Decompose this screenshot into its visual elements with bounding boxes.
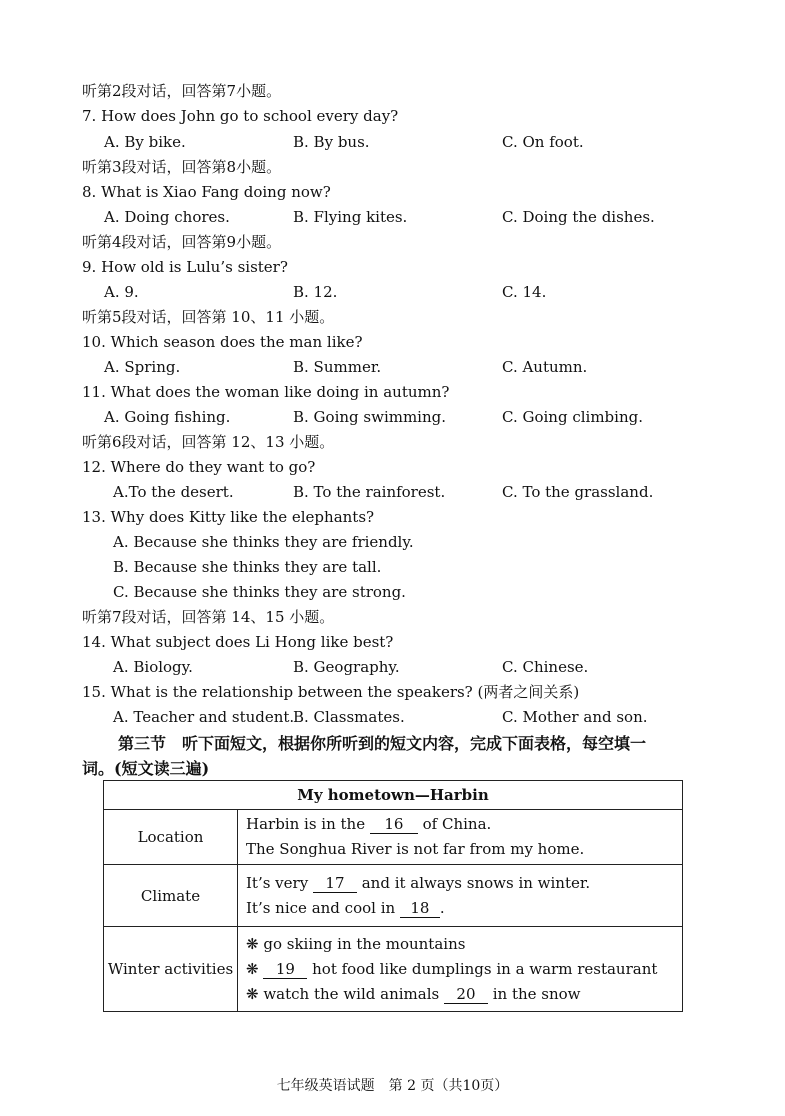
text-segment: Harbin is in the — [246, 815, 370, 833]
question-15: 15. What is the relationship between the speakers? (两者之间关系) — [82, 683, 580, 701]
dialogue-3-instruction: 听第3段对话，回答第8小题。 — [82, 158, 282, 176]
question-8: 8. What is Xiao Fang doing now? — [82, 183, 331, 201]
option-c: C. Because she thinks they are strong. — [113, 583, 406, 601]
bullet-icon: ❋ — [246, 959, 259, 978]
row-label-climate: Climate — [104, 865, 238, 927]
option-b: B. Because she thinks they are tall. — [113, 558, 382, 576]
question-14: 14. What subject does Li Hong like best? — [82, 633, 394, 651]
climate-line-1 — [246, 871, 682, 896]
question-9: 9. How old is Lulu’s sister? — [82, 258, 288, 276]
row-label-winter-activities: Winter activities — [104, 927, 238, 1012]
question-13: 13. Why does Kitty like the elephants? — [82, 508, 375, 526]
location-line-2: The Songhua River is not far from my home. — [246, 840, 585, 858]
option-c: C. Doing the dishes. — [502, 208, 655, 226]
climate-line-2 — [246, 896, 682, 921]
option-b: B. To the rainforest. — [293, 483, 446, 501]
blank-16: 16 — [370, 816, 418, 834]
option-b: B. Summer. — [293, 358, 382, 376]
dialogue-2-instruction: 听第2段对话，回答第7小题。 — [82, 82, 282, 100]
climate-content — [238, 865, 683, 927]
winter-line-3 — [246, 982, 682, 1007]
question-15-options — [113, 707, 713, 727]
option-a: A. Because she thinks they are friendly. — [113, 533, 414, 551]
option-b: B. Classmates. — [293, 708, 405, 726]
option-a: A. Going fishing. — [104, 408, 231, 426]
option-b: B. By bus. — [293, 133, 370, 151]
option-b: B. 12. — [293, 283, 338, 301]
question-10-options — [104, 357, 704, 377]
option-c: C. Chinese. — [502, 658, 589, 676]
page-footer: 七年级英语试题 第 2 页（共10页） — [276, 1078, 509, 1094]
bullet-icon: ❋ — [246, 984, 259, 1003]
option-a: A. Spring. — [104, 358, 181, 376]
option-c: C. To the grassland. — [502, 483, 654, 501]
text-segment: . — [439, 898, 445, 917]
section-3-heading-line1: 第三节 听下面短文，根据你所听到的短文内容，完成下面表格，每空填一 — [118, 734, 647, 753]
option-a: A.To the desert. — [113, 483, 234, 501]
location-line-1 — [246, 812, 682, 837]
option-a: A. 9. — [104, 283, 139, 301]
text-segment: watch the wild animals — [258, 984, 444, 1003]
option-a: A. Biology. — [113, 658, 193, 676]
option-c: C. Going climbing. — [502, 408, 643, 426]
dialogue-4-instruction: 听第4段对话，回答第9小题。 — [82, 233, 282, 251]
option-c: C. 14. — [502, 283, 547, 301]
question-14-options — [113, 657, 713, 677]
question-11-options — [104, 407, 704, 427]
text-segment: go skiing in the mountains — [258, 934, 466, 953]
location-content — [238, 810, 683, 865]
blank-20: 20 — [444, 986, 488, 1004]
winter-line-2 — [246, 957, 682, 982]
text-segment: and it always snows in winter. — [356, 873, 591, 892]
question-7: 7. How does John go to school every day? — [82, 107, 399, 125]
option-b: B. Flying kites. — [293, 208, 408, 226]
text-segment: hot food like dumplings in a warm restaurant — [307, 959, 658, 978]
question-9-options — [104, 282, 704, 302]
option-a: A. By bike. — [104, 133, 186, 151]
blank-18: 18 — [400, 900, 440, 918]
text-segment: It’s very — [246, 873, 313, 892]
table-title: My hometown—Harbin — [104, 781, 683, 810]
bullet-icon: ❋ — [246, 934, 259, 953]
question-12: 12. Where do they want to go? — [82, 458, 316, 476]
option-a: A. Doing chores. — [104, 208, 230, 226]
option-c: C. Mother and son. — [502, 708, 648, 726]
question-11: 11. What does the woman like doing in autumn? — [82, 383, 450, 401]
option-b: B. Geography. — [293, 658, 400, 676]
blank-19: 19 — [263, 961, 307, 979]
section-3-heading-line2: 词。(短文读三遍) — [82, 759, 210, 778]
dialogue-7-instruction: 听第7段对话，回答第 14、15 小题。 — [82, 608, 335, 626]
text-segment: in the snow — [487, 984, 581, 1003]
dialogue-5-instruction: 听第5段对话，回答第 10、11 小题。 — [82, 308, 335, 326]
question-12-options — [113, 482, 713, 502]
option-c: C. On foot. — [502, 133, 584, 151]
text-segment: It’s nice and cool in — [246, 898, 400, 917]
option-c: C. Autumn. — [502, 358, 588, 376]
question-7-options — [104, 132, 704, 152]
dialogue-6-instruction: 听第6段对话，回答第 12、13 小题。 — [82, 433, 335, 451]
option-b: B. Going swimming. — [293, 408, 447, 426]
hometown-table — [103, 780, 683, 1012]
question-10: 10. Which season does the man like? — [82, 333, 363, 351]
row-label-location: Location — [104, 810, 238, 865]
winter-content — [238, 927, 683, 1012]
blank-17: 17 — [313, 875, 357, 893]
question-8-options — [104, 207, 704, 227]
option-a: A. Teacher and student. — [113, 708, 295, 726]
text-segment: of China. — [417, 815, 492, 833]
winter-line-1 — [246, 932, 682, 957]
